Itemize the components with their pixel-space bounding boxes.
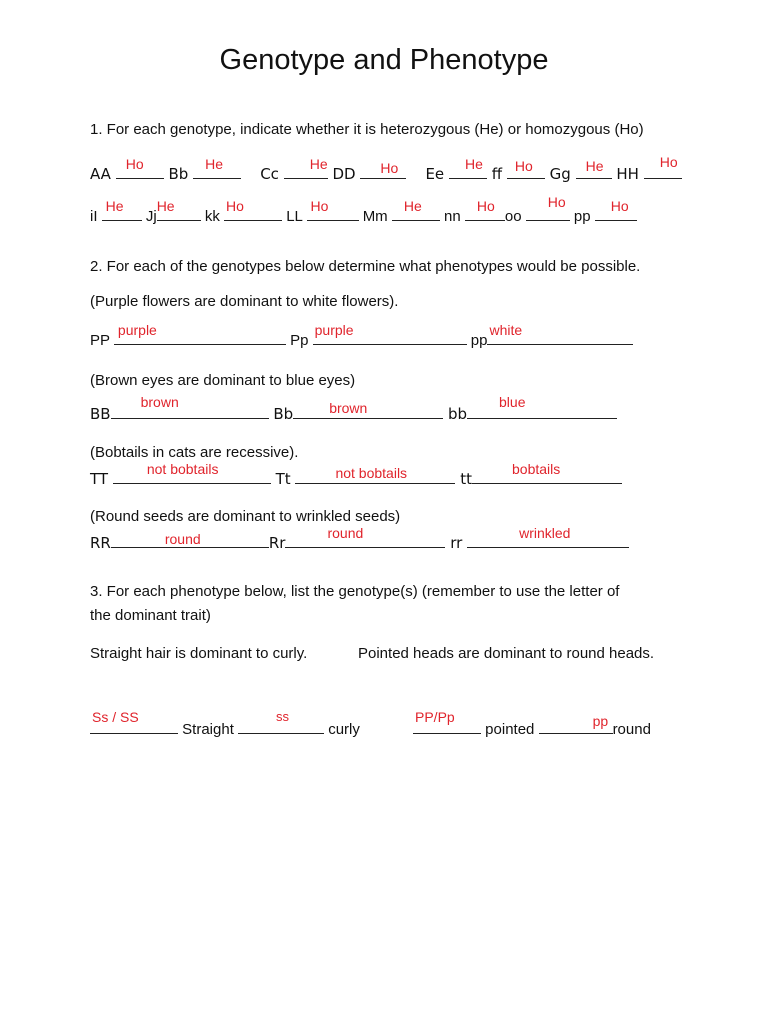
q3-answer-row	[90, 709, 360, 738]
answer-blank[interactable]	[114, 322, 286, 345]
genotype-label: TT	[90, 470, 109, 488]
genotype-label: iI	[90, 208, 98, 225]
q3-prompt-line-2: the dominant trait)	[90, 607, 211, 624]
genotype-label: Ee	[425, 165, 445, 183]
q2-heading-flowers: (Purple flowers are dominant to white flowers).	[90, 293, 399, 310]
answer-blank[interactable]	[293, 402, 443, 419]
answer-text: purple	[117, 322, 157, 338]
answer-text: brown	[140, 394, 179, 410]
answer-text: Ho	[659, 154, 678, 170]
genotype-label: Gg	[549, 165, 571, 183]
answer-blank[interactable]	[539, 713, 613, 734]
answer-text: round	[327, 525, 364, 541]
answer-blank[interactable]	[295, 467, 455, 484]
genotype-label: Tt	[275, 470, 291, 488]
answer-blank[interactable]	[392, 198, 440, 221]
answer-blank[interactable]	[413, 709, 481, 734]
answer-text: round	[164, 531, 201, 547]
answer-blank[interactable]	[156, 198, 201, 221]
answer-text: Ss / SS	[92, 709, 139, 725]
answer-text: Ho	[226, 198, 244, 214]
q2-prompt: 2. For each of the genotypes below determine what phenotypes would be possible.	[90, 258, 641, 275]
answer-text: white	[489, 322, 523, 338]
answer-blank[interactable]	[360, 162, 406, 179]
answer-text: brown	[329, 400, 368, 416]
answer-text: Ho	[547, 194, 566, 210]
answer-text: Ho	[476, 198, 495, 214]
answer-blank[interactable]	[487, 322, 633, 345]
q1-row-1	[90, 154, 682, 183]
q2-row-eyes	[90, 394, 617, 423]
answer-text: He	[105, 198, 124, 214]
q2-heading-seeds: (Round seeds are dominant to wrinkled seeds)	[90, 508, 401, 525]
q3-statement-hair: Straight hair is dominant to curly.	[90, 645, 308, 662]
answer-text: not bobtails	[335, 465, 408, 481]
answer-blank[interactable]	[116, 156, 164, 179]
genotype-label: PP	[90, 332, 110, 349]
answer-blank[interactable]	[284, 156, 328, 179]
answer-blank[interactable]	[224, 198, 282, 221]
answer-blank[interactable]	[111, 394, 269, 419]
genotype-label: ff	[491, 165, 503, 183]
q3-answer-row-2	[413, 709, 651, 738]
q2-row-flowers	[90, 322, 633, 349]
answer-blank[interactable]	[465, 198, 505, 221]
genotype-label: LL	[286, 208, 303, 225]
genotype-label: nn	[444, 208, 461, 225]
answer-blank[interactable]	[507, 158, 545, 179]
answer-blank[interactable]	[595, 198, 637, 221]
answer-text: Ho	[125, 156, 144, 172]
genotype-label: pp	[573, 208, 591, 225]
answer-text: He	[464, 156, 483, 172]
q2-row-seeds	[90, 525, 629, 552]
q2-heading-cats: (Bobtails in cats are recessive).	[90, 444, 299, 461]
answer-blank[interactable]	[111, 531, 269, 548]
answer-blank[interactable]	[238, 709, 324, 734]
answer-blank[interactable]	[307, 198, 359, 221]
q2-heading-eyes: (Brown eyes are dominant to blue eyes)	[90, 372, 356, 389]
genotype-label: Jj	[145, 208, 157, 225]
q2-row-cats	[90, 461, 622, 488]
phenotype-label: round	[612, 721, 651, 738]
genotype-label: tt	[460, 470, 472, 488]
answer-blank[interactable]	[526, 194, 570, 221]
answer-blank[interactable]	[472, 461, 622, 484]
phenotype-label: curly	[328, 721, 360, 738]
answer-blank[interactable]	[90, 709, 178, 734]
q3-prompt-line-1: 3. For each phenotype below, list the genotype(s) (remember to use the letter of	[90, 583, 620, 600]
answer-blank[interactable]	[644, 154, 682, 179]
q3-statement-heads: Pointed heads are dominant to round heads.	[358, 645, 655, 662]
genotype-label: Cc	[260, 165, 279, 183]
answer-text: Ho	[610, 198, 629, 214]
answer-blank[interactable]	[193, 156, 241, 179]
answer-text: Ho	[380, 160, 399, 176]
genotype-label: bb	[447, 405, 468, 423]
answer-text: He	[309, 156, 328, 172]
genotype-label: rr	[450, 534, 463, 552]
genotype-label: pp	[470, 332, 488, 349]
answer-text: wrinkled	[519, 525, 571, 541]
answer-blank[interactable]	[113, 461, 271, 484]
answer-text: not bobtails	[146, 461, 219, 477]
genotype-label: RR	[90, 534, 111, 552]
genotype-label: kk	[204, 208, 220, 225]
answer-text: He	[403, 198, 422, 214]
answer-blank[interactable]	[467, 394, 617, 419]
genotype-label: Rr	[268, 534, 286, 552]
answer-text: He	[156, 198, 175, 214]
genotype-label: BB	[90, 405, 111, 423]
genotype-label: DD	[332, 165, 356, 183]
answer-text: He	[585, 158, 604, 174]
answer-text: He	[205, 156, 224, 172]
answer-blank[interactable]	[576, 158, 612, 179]
genotype-label: Bb	[168, 165, 189, 183]
answer-blank[interactable]	[449, 156, 487, 179]
answer-blank[interactable]	[313, 322, 467, 345]
q1-row-2	[90, 194, 637, 225]
phenotype-label: Straight	[182, 721, 234, 738]
answer-text: purple	[314, 322, 354, 338]
genotype-label: Pp	[290, 332, 309, 349]
answer-blank[interactable]	[467, 525, 629, 548]
answer-text: pp	[592, 713, 609, 729]
answer-text: PP/Pp	[415, 709, 455, 725]
genotype-label: Mm	[362, 208, 388, 225]
phenotype-label: pointed	[485, 721, 535, 738]
answer-text: Ho	[514, 158, 533, 174]
genotype-label: oo	[504, 208, 522, 225]
q1-prompt: 1. For each genotype, indicate whether it is heterozygous (He) or homozygous (Ho)	[90, 121, 644, 138]
genotype-label: HH	[616, 165, 639, 183]
answer-text: Ho	[310, 198, 329, 214]
answer-text: ss	[276, 709, 290, 724]
answer-blank[interactable]	[102, 198, 142, 221]
answer-text: blue	[499, 394, 526, 410]
page-title: Genotype and Phenotype	[219, 44, 549, 76]
answer-text: bobtails	[512, 461, 561, 477]
answer-blank[interactable]	[285, 525, 445, 548]
genotype-label: Bb	[273, 405, 294, 423]
genotype-label: AA	[90, 165, 111, 183]
